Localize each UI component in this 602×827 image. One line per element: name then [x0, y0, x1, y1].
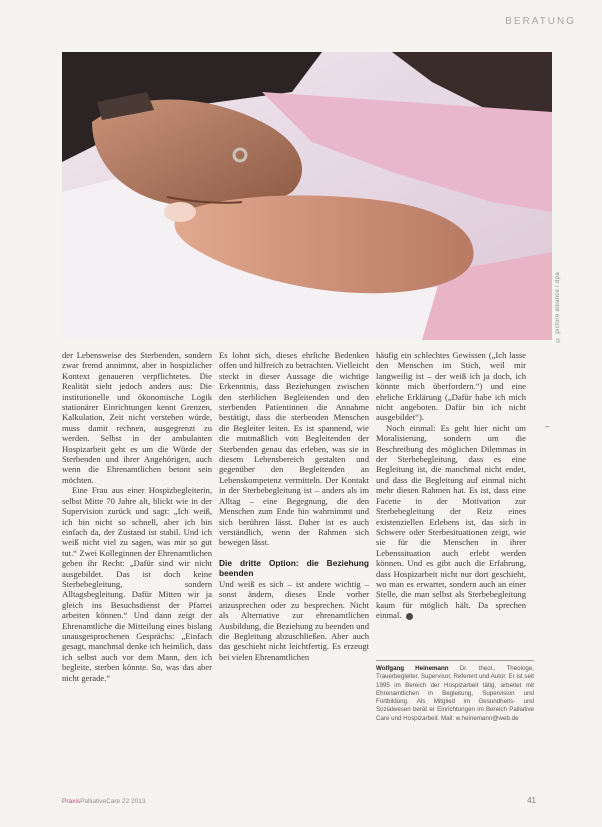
footer-magazine [62, 798, 145, 805]
photo-credit: © picture alliance / dpa [555, 272, 561, 342]
footer-brand: Praxis [62, 798, 81, 805]
footer-magazine-name: PalliativeCare [80, 798, 121, 805]
end-of-article-icon [406, 613, 413, 620]
paragraph: Es lohnt sich, dieses ehrliche Bedenken offen und hilfreich zu betrachten. Vielleicht steckt in dieser Aussage die wichtige Erkenntnis, dass Beziehungen zwischen den sterblichen Begleitenden und den sterbenden Patientinnen die Annahme bestätigt, dass die sterbenden Menschen die Begleiter leiten. Es ist spannend, wie die mutmaßlich von Begleitenden der Sterbenden genau das erleben, was sie in diesem Lebensbereich gestalten und gegenüber den Begleitenden an Lebenskompetenz vermitteln. Der Kontakt in der Sterbebegleitung ist – anders als im Alltag – eine Begegnung, die den Menschen zum Ende hin wahrnimmt und sich berühren lässt. Daher ist es auch verständlich, wenn der Rahmen sich bewegen lässt. [219, 350, 369, 548]
article-photo [62, 52, 552, 340]
article-column-1 [62, 350, 212, 683]
author-box [376, 660, 534, 723]
footer-issue: 22 2013 [121, 798, 146, 805]
paragraph: Und weiß es sich – ist andere wichtig – sonst ändern, dieses Ende vorher anzusprechen oder zu besprechen. Nicht als Alternative zur ehrenamtlichen Ausbildung, die Beziehung zu beenden und die Begleitung abzuschließen. Aber auch das geschieht nicht leichtfertig. Es erzeugt bei vielen Ehrenamtlichen [219, 578, 369, 662]
paragraph-text: Noch einmal: Es geht hier nicht um Moralisierung, sondern um die Beschreibung des möglichen Dilemmas in der Sterbebegleitung, dass es eine Begleitung ist, die manchmal nicht endet, und dass die Begleitung auf einmal nicht mehr diesen Rahmen hat. Es ist, dass eine Facette in der Motivation zur Sterbebegleitung der Reiz eines existenziellen Erlebens ist, das sich in Schwere oder Sterbesituationen zeigt, wie sie für die Menschen in ihrer Lebenssituation auch erlebt werden können. Und es gibt auch die Erfahrung, dass Hospizarbeit nicht nur dort geschieht, wo man es erwartet, sondern auch an einer Stelle, die man selbst als Sterbebegleitung kaum für möglich hält. Da sprechen einmal. [376, 422, 526, 621]
paragraph: Eine Frau aus einer Hospizbegleiterin, selbst Mitte 70 Jahre alt, blickt wie in der Supervision zurück und sagt: „Ich weiß, ich bin nicht so schnell, aber ich bin einfach da, der Zustand ist stabil. Und ich weiß nicht viel zu sagen, was mir so gut tut.“ Zwei Kolleginnen der Ehrenamtlichen geben ihr Recht: „Dafür sind wir nicht ausgebildet. Das ist doch keine Sterbebegleitung, sondern Alltagsbegleitung. Dafür Mitten wir ja gleich ins Besuchsdienst der Pfarrei arbeiten können.“ Und dann zeigt der Ehrenamtliche die Mitteilung eines bislang unausgesprochenen Gesprächs: „Einfach gesagt, manchmal denke ich heimlich, dass ich selbst auch vor dem Mann, den ich begleite, sterben könnte. So, was das aber nicht gerade.“ [62, 485, 212, 683]
paragraph: der Lebensweise des Sterbenden, sondern zwar fremd annimmt, aber in hospizlicher Kontext genaueren verpflichtetes. Die Realität sieht jedoch anders aus: Die institutionelle und ökonomische Logik stationärer Einrichtungen kennt Grenzen, Kalkulation, Zeit nicht verstehen würde, muss damit rechnen, ausgegrenzt zu werden. Selbst in der ambulanten Hospizarbeit geht es um die Würde der Sterbenden und ihrer Angehörigen, auch wenn die Ehrenamtlichen betont sein möchten. [62, 350, 212, 485]
paragraph [376, 423, 526, 621]
section-label: BERATUNG [505, 16, 576, 27]
page-number: 41 [527, 796, 536, 805]
margin-mark: – [545, 422, 550, 431]
subheading: Die dritte Option: die Beziehung beenden [219, 557, 369, 579]
article-column-2 [219, 350, 369, 662]
article-column-3 [376, 350, 526, 621]
author-name: Wolfgang Heinemann [376, 665, 449, 672]
paragraph: häufig ein schlechtes Gewissen („Ich lasse den Menschen im Stich, weil mir langweilig ist – der weiß ich ja doch, ich könnte mich überfordern.“) und eine ehrliche Erklärung („Dafür habe ich mich nicht angeboten. Dafür bin ich nicht ausgebildet“). [376, 350, 526, 423]
author-bio: Dr. theol., Theologe, Trauerbegleiter, Supervisor, Referent und Autor. Er ist seit 1995 im Bereich der Hospizarbeit tätig, arbeitet mit Ehrenamtlichen in Begleitung, Supervision und Fortbildung. Als Mitglied im Gesundheits- und Sozialwesen berät er Einrichtungen im Bereich Palliative Care und Hospizarbeit. Mail: w.heinemann@web.de [376, 665, 535, 722]
holding-hands-photo [62, 52, 552, 340]
